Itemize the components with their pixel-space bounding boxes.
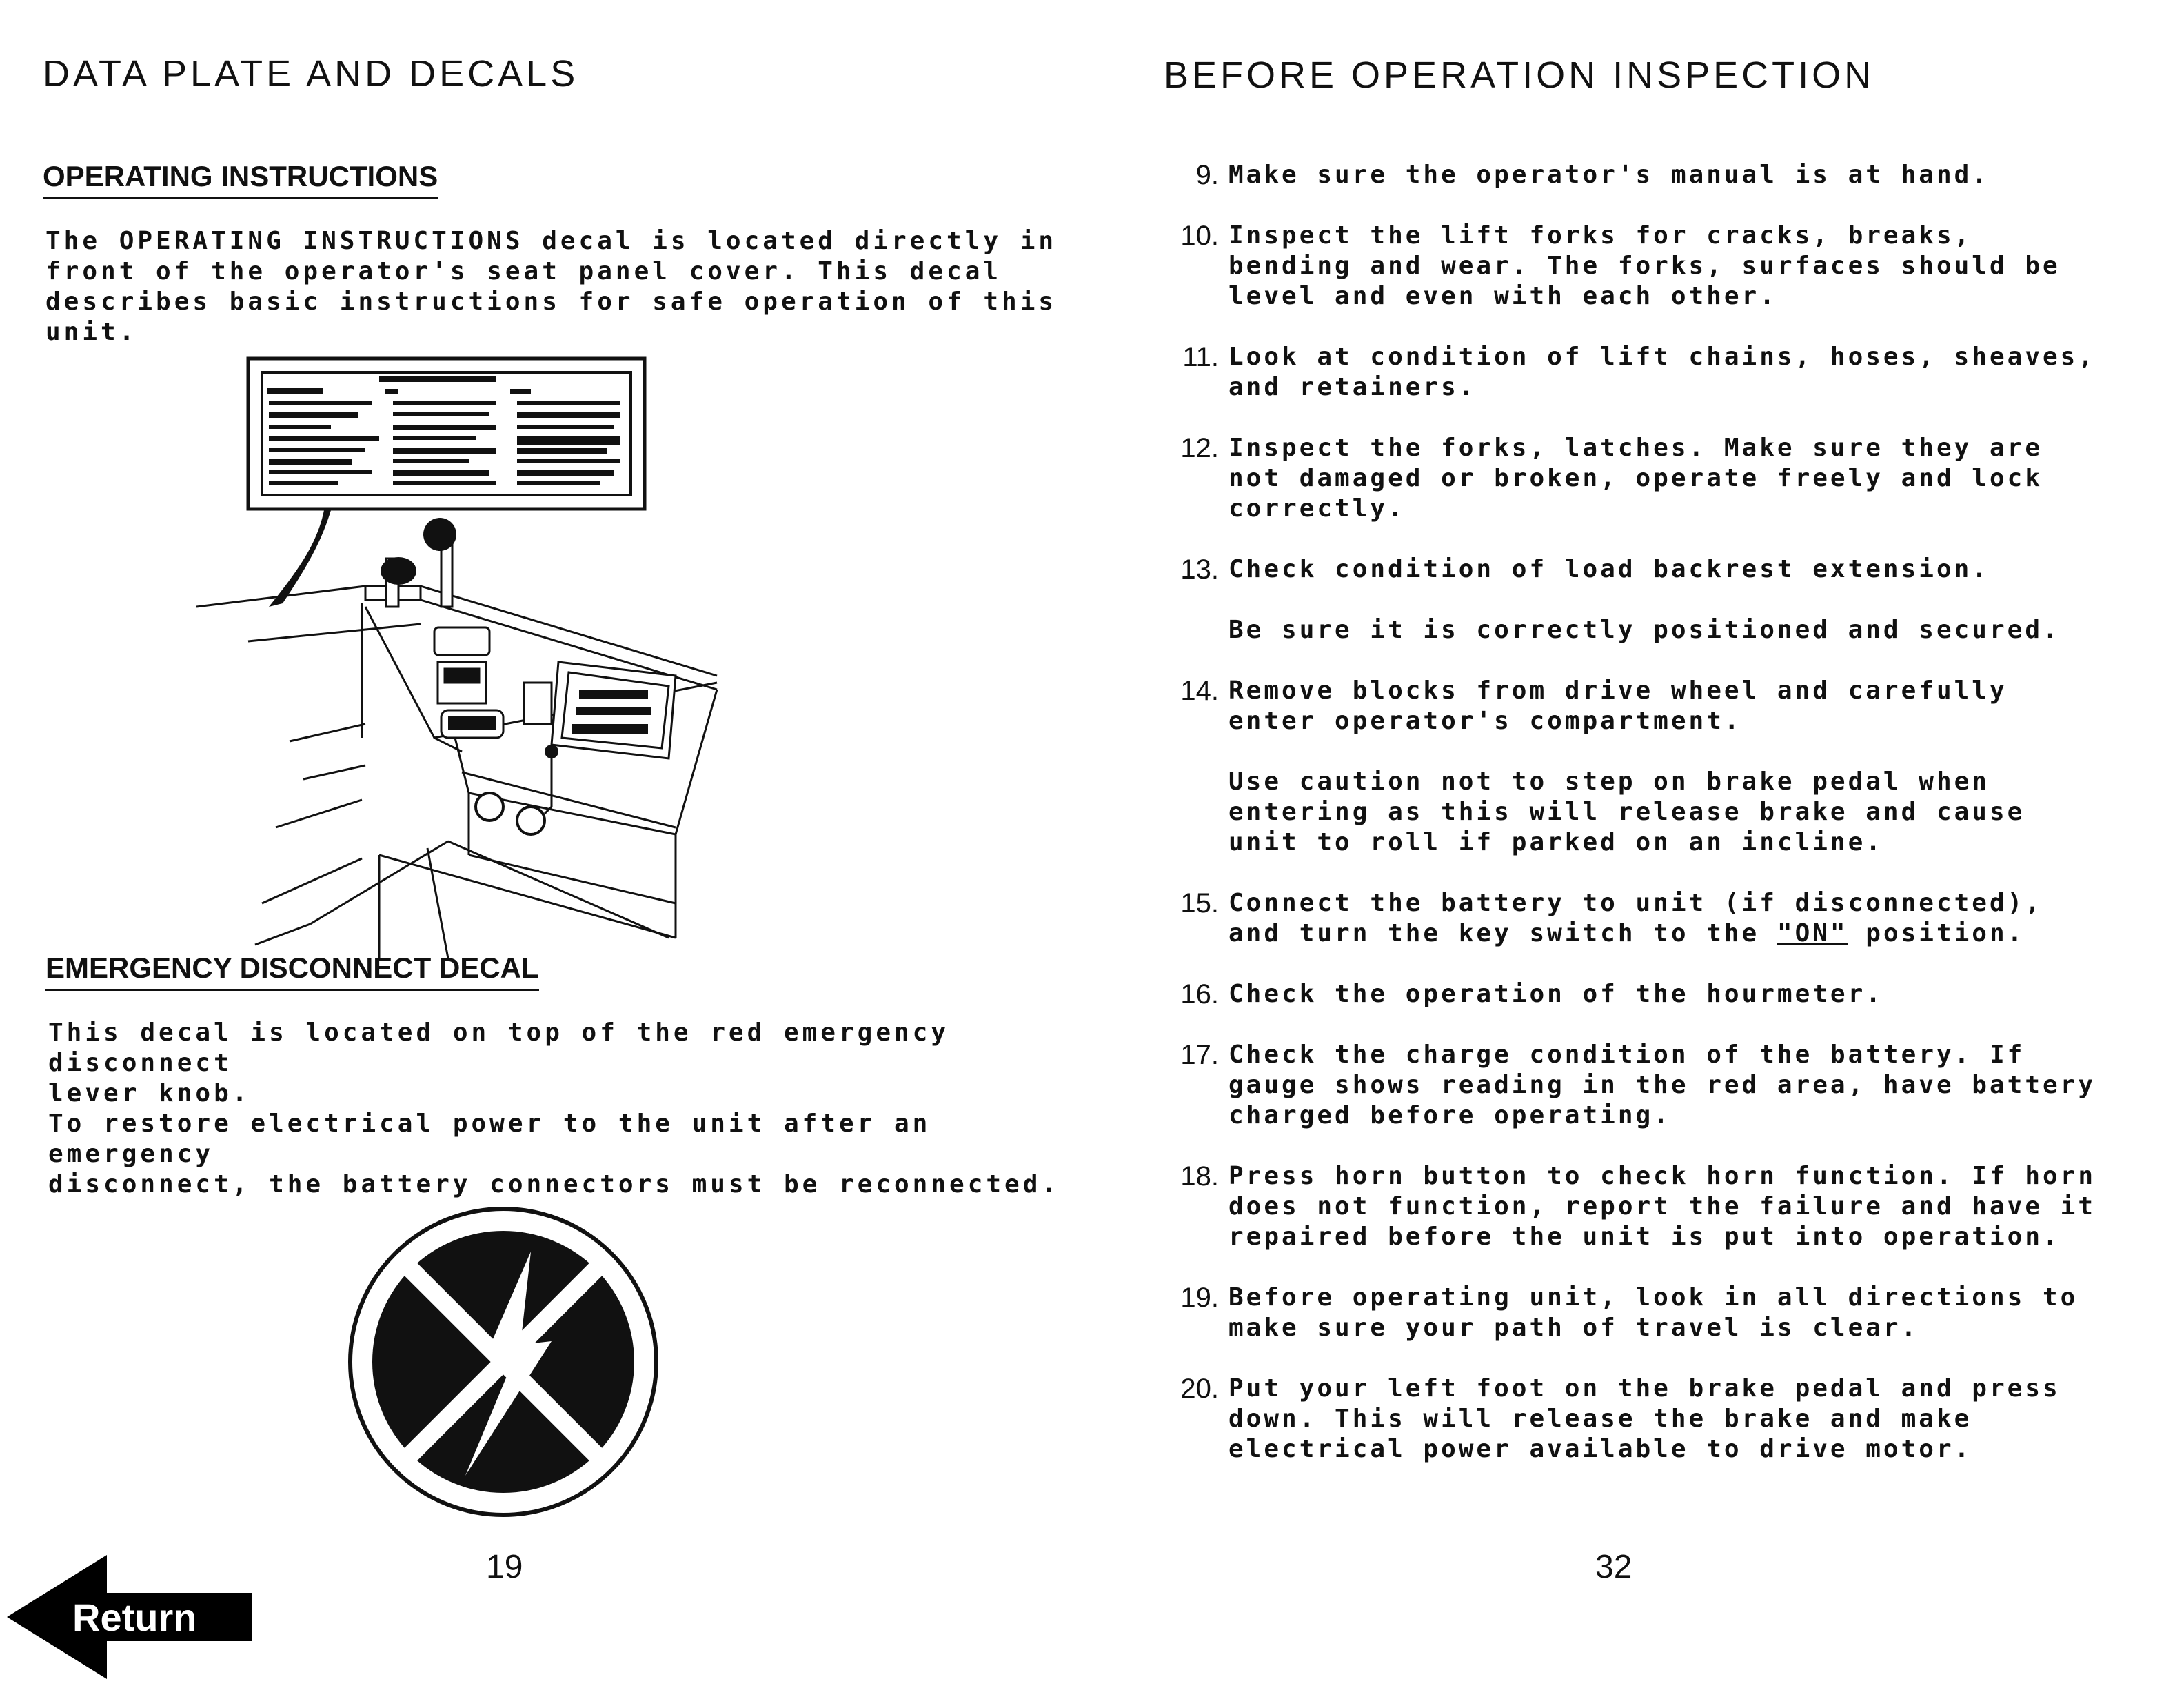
text-line: front of the operator's seat panel cover. This decal — [46, 257, 1002, 285]
list-item — [1161, 979, 2112, 1009]
operating-instructions-decal-image — [248, 359, 645, 509]
step-text — [1228, 888, 2112, 949]
step-text: Check condition of load backrest extension. — [1228, 555, 1990, 583]
step-number: 15. — [1180, 888, 1219, 918]
step-number: 20. — [1180, 1374, 1219, 1404]
step-text: Press horn button to check horn function. If horn does not function, report the failure and have it repaired before the unit is put into operation. — [1228, 1162, 2096, 1251]
list-item — [1161, 1374, 2112, 1465]
text-line: describes basic instructions for safe operation of this unit. — [46, 288, 1058, 346]
right-page — [1092, 0, 2184, 1688]
operating-instructions-heading: OPERATING INSTRUCTIONS — [43, 160, 438, 199]
emergency-disconnect-icon — [345, 1203, 662, 1520]
list-item — [1161, 221, 2112, 312]
step-number: 18. — [1180, 1161, 1219, 1192]
left-page-title: DATA PLATE AND DECALS — [43, 53, 579, 94]
step-text: Check the charge condition of the battery. If gauge shows reading in the red area, have battery charged before operating. — [1228, 1041, 2096, 1129]
list-item — [1161, 1040, 2112, 1131]
emergency-disconnect-heading: EMERGENCY DISCONNECT DECAL — [46, 952, 539, 991]
list-item — [1161, 888, 2112, 949]
on-position-text: "ON" — [1777, 919, 1848, 947]
step-text: Before operating unit, look in all directions to make sure your path of travel is clear. — [1228, 1283, 2079, 1342]
control-lever-knobs — [381, 518, 456, 607]
step-number: 11. — [1182, 342, 1219, 372]
emergency-disconnect-text-2 — [48, 1109, 1092, 1200]
list-item — [1161, 1283, 2112, 1343]
page-number-32: 32 — [1595, 1549, 1632, 1585]
text-line: disconnect, the battery connectors must be reconnected. — [48, 1170, 1060, 1198]
step-text: Use caution not to step on brake pedal when entering as this will release brake and cause unit to roll if parked on an incline. — [1228, 767, 2025, 856]
step-number: 14. — [1180, 676, 1219, 706]
return-button[interactable] — [7, 1555, 252, 1679]
page-number-19: 19 — [486, 1549, 523, 1585]
text-line: lever knob. — [48, 1079, 251, 1107]
step-number: 19. — [1180, 1283, 1219, 1313]
list-item — [1161, 433, 2112, 524]
step-number: 9. — [1195, 160, 1219, 190]
step-text-part: position. — [1848, 919, 2025, 947]
step-text: Remove blocks from drive wheel and carefully enter operator's compartment. — [1228, 676, 2008, 735]
list-item — [1161, 342, 2112, 403]
return-button-label: Return — [72, 1596, 197, 1639]
text-line: This decal is located on top of the red emergency disconnect — [48, 1018, 950, 1077]
operating-instructions-text — [46, 226, 1092, 348]
right-page-title: BEFORE OPERATION INSPECTION — [1164, 54, 1875, 96]
step-number: 10. — [1180, 221, 1219, 251]
list-item — [1161, 1161, 2112, 1252]
step-text: Make sure the operator's manual is at hand. — [1228, 161, 1990, 189]
step-text: Inspect the lift forks for cracks, breaks, bending and wear. The forks, surfaces should be level and even with each other. — [1228, 221, 2061, 310]
inspection-steps-list — [1161, 160, 2112, 1465]
step-text: Put your left foot on the brake pedal and press down. This will release the brake and make electrical power available to drive motor. — [1228, 1374, 2061, 1463]
emergency-disconnect-text-1 — [48, 1018, 1092, 1109]
step-text: Look at condition of lift chains, hoses, sheaves, and retainers. — [1228, 343, 2096, 401]
step-text-part: Connect the battery to unit (if disconnected), and turn the key switch to the — [1228, 889, 2043, 947]
text-line: To restore electrical power to the unit after an emergency — [48, 1109, 931, 1168]
step-number: 13. — [1180, 554, 1219, 585]
list-item — [1161, 554, 2112, 645]
step-number: 16. — [1180, 979, 1219, 1009]
operator-compartment-illustration — [193, 352, 738, 958]
step-text: Be sure it is correctly positioned and secured. — [1228, 616, 2061, 644]
step-number: 17. — [1180, 1040, 1219, 1070]
step-number: 12. — [1180, 433, 1219, 463]
list-item — [1161, 676, 2112, 858]
list-item — [1161, 160, 2112, 190]
text-line: The OPERATING INSTRUCTIONS decal is located directly in — [46, 227, 1058, 255]
step-text: Check the operation of the hourmeter. — [1228, 980, 1883, 1008]
step-text: Inspect the forks, latches. Make sure they are not damaged or broken, operate freely and lock correctly. — [1228, 434, 2043, 523]
